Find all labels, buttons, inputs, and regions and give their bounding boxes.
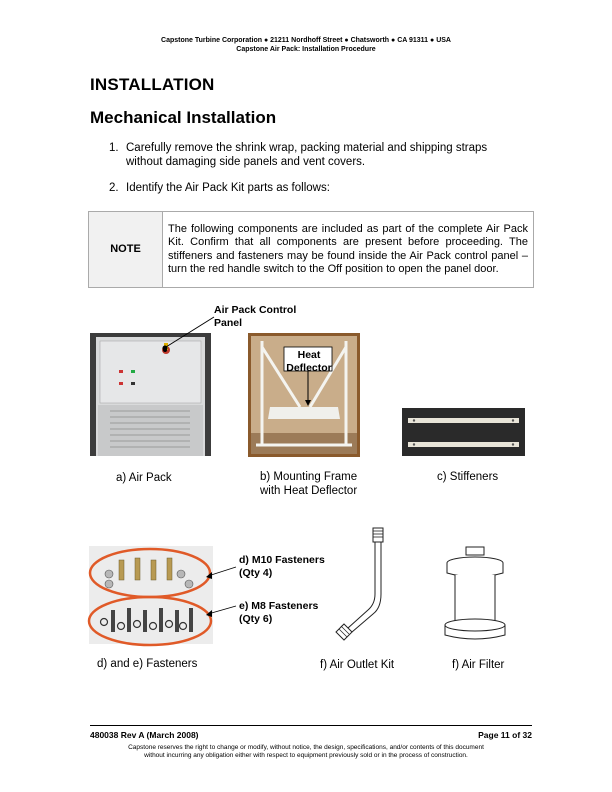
footer-disclaimer-line-2: without incurring any obligation either with respect to equipment previously sold or in the process of construction. xyxy=(144,752,468,759)
step-2-number: 2. xyxy=(109,182,119,194)
caption-mounting-frame xyxy=(260,470,357,498)
note-text: The following components are included as part of the complete Air Pack Kit. Confirm that all components are present before proceeding. The stiffeners and fasteners may be found inside the Air Pack control panel – turn the red handle switch to the Off position to open the panel door. xyxy=(163,212,534,288)
control-panel-arrow xyxy=(160,315,220,355)
heat-deflector-label xyxy=(285,349,333,374)
caption-mounting-frame-line-2: with Heat Deflector xyxy=(260,485,358,497)
caption-stiffeners: c) Stiffeners xyxy=(437,471,499,483)
air-filter-drawing xyxy=(440,545,510,645)
control-panel-label: Air Pack Control Panel xyxy=(214,304,297,326)
step-2-line-1: Identify the Air Pack Kit parts as follows: xyxy=(126,182,330,194)
note-box xyxy=(88,211,534,288)
step-1 xyxy=(109,141,529,169)
footer-rule xyxy=(90,725,532,726)
step-1-number: 1. xyxy=(109,142,119,154)
heat-deflector-label-line-2: Deflector xyxy=(286,361,332,374)
footer-doc-number: 480038 Rev A (March 2008) xyxy=(90,730,199,740)
note-label: NOTE xyxy=(89,212,163,288)
fastener-arrows xyxy=(200,560,240,620)
footer-page-number: Page 11 of 32 xyxy=(478,730,532,740)
footer-disclaimer-line-1: Capstone reserves the right to change or modify, without notice, the design, specifications, and/or contents of this document xyxy=(128,744,484,751)
m8-label-line-1: e) M8 Fasteners xyxy=(239,600,319,612)
header-line-2: Capstone Air Pack: Installation Procedure xyxy=(236,46,376,53)
caption-air-outlet-kit: f) Air Outlet Kit xyxy=(320,659,395,671)
fastener-callout-ovals xyxy=(86,542,216,648)
header-line-1: Capstone Turbine Corporation ● 21211 Nordhoff Street ● Chatsworth ● CA 91311 ● USA xyxy=(161,37,451,44)
step-1-line-2: without damaging side panels and vent covers. xyxy=(126,156,366,168)
caption-air-pack: a) Air Pack xyxy=(116,472,172,484)
m8-fasteners-label xyxy=(239,600,318,625)
step-1-line-1: Carefully remove the shrink wrap, packing material and shipping straps xyxy=(126,142,488,154)
stiffeners-photo xyxy=(402,408,525,456)
section-title: INSTALLATION xyxy=(90,75,215,94)
caption-fasteners: d) and e) Fasteners xyxy=(97,658,198,670)
caption-air-filter: f) Air Filter xyxy=(452,659,505,671)
m10-label-line-2: (Qty 4) xyxy=(239,566,273,579)
m8-label-line-2: (Qty 6) xyxy=(239,612,273,625)
m10-fasteners-label xyxy=(239,554,325,579)
step-2 xyxy=(109,181,529,195)
subsection-title: Mechanical Installation xyxy=(90,108,277,127)
heat-deflector-label-line-1: Heat xyxy=(297,349,321,361)
caption-mounting-frame-line-1: b) Mounting Frame xyxy=(260,471,358,483)
air-outlet-kit-drawing xyxy=(330,524,390,642)
m10-label-line-1: d) M10 Fasteners xyxy=(239,554,325,566)
